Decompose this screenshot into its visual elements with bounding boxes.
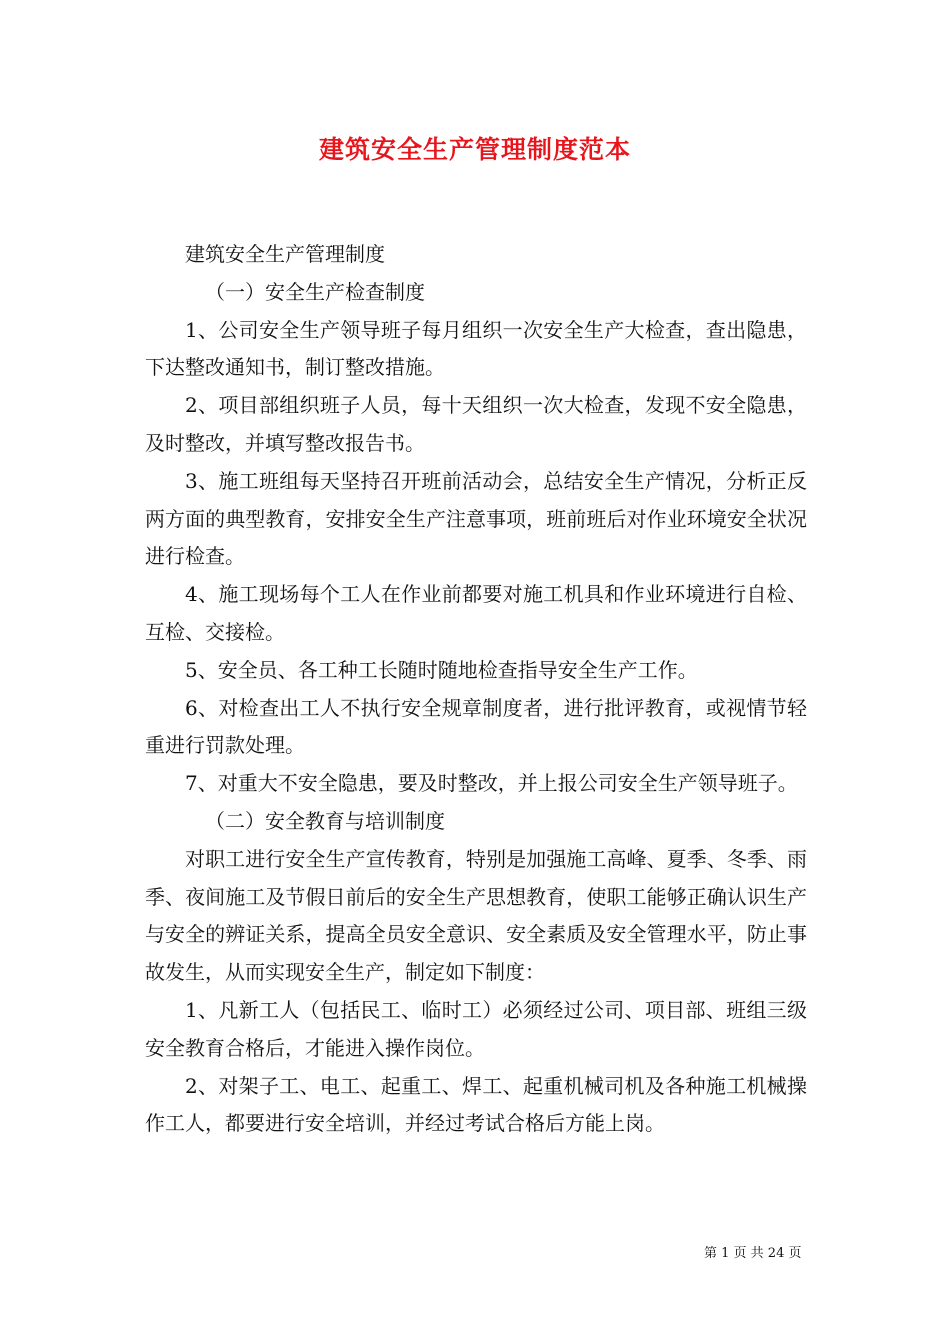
paragraph: 1、凡新工人（包括民工、临时工）必须经过公司、项目部、班组三级安全教育合格后，才能进入操作岗位。 <box>145 997 807 1060</box>
section-heading-1: （一）安全生产检查制度 <box>205 279 425 304</box>
paragraph: 7、对重大不安全隐患，要及时整改，并上报公司安全生产领导班子。 <box>185 771 798 796</box>
paragraph: 1、公司安全生产领导班子每月组织一次安全生产大检查，查出隐患，下达整改通知书，制订整改措施。 <box>145 317 807 380</box>
paragraph: 2、项目部组织班子人员，每十天组织一次大检查，发现不安全隐患，及时整改，并填写整改报告书。 <box>145 393 807 455</box>
paragraph: 4、施工现场每个工人在作业前都要对施工机具和作业环境进行自检、互检、交接检。 <box>145 582 807 644</box>
document-title: 建筑安全生产管理制度范本 <box>318 135 631 164</box>
paragraph: 3、施工班组每天坚持召开班前活动会，总结安全生产情况，分析正反两方面的典型教育，安排安全生产注意事项，班前班后对作业环境安全状况进行检查。 <box>145 468 807 569</box>
paragraph: 2、对架子工、电工、起重工、焊工、起重机械司机及各种施工机械操作工人，都要进行安全培训，并经过考试合格后方能上岗。 <box>145 1073 807 1136</box>
doc-heading: 建筑安全生产管理制度 <box>185 242 385 266</box>
paragraph: 5、安全员、各工种工长随时随地检查指导安全生产工作。 <box>185 657 698 682</box>
page-footer: 第 1 页 共 24 页 <box>704 1246 802 1261</box>
section-heading-2: （二）安全教育与培训制度 <box>205 808 445 833</box>
paragraph: 6、对检查出工人不执行安全规章制度者，进行批评教育，或视情节轻重进行罚款处理。 <box>145 695 807 758</box>
document-body <box>145 236 807 1143</box>
paragraph: 对职工进行安全生产宣传教育，特别是加强施工高峰、夏季、冬季、雨季、夜间施工及节假日前后的安全生产思想教育，使职工能够正确认识生产与安全的辨证关系，提高全员安全意识、安全素质及安全管理水平，防止事故发生，从而实现安全生产，制定如下制度： <box>145 846 807 985</box>
